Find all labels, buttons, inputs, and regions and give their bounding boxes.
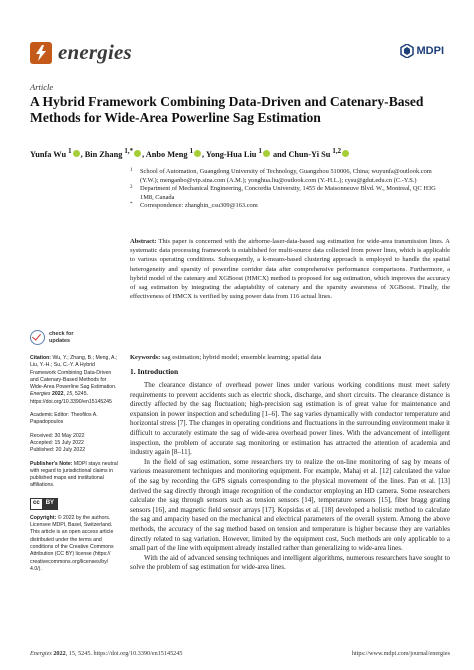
affiliation-text: School of Automation, Guangdong University of Technology, Guangzhou 510006, China; wuyunfa@outlook.com (Y.W.); menganbo@vip.sina.com (A.M.); yonghua.liu@outlook.com (Y.-H.L.); cysu@gdut.edu.cn (C.-Y.S.) xyxy=(140,168,432,184)
abstract-text: This paper is concerned with the airborne-laser-data-based sag estimation for wide-area transmission lines. A systematic data processing framework is established for multi-source data collected from power lines, which is applicable to various operating conditions. Subsequently, a k-means-based clustering approach is employed to handle the spatial heterogeneity and sparsity of powerline corridor data after comprehensive performance comparisons. Furthermore, a hybrid model of the catenary and XGBoost (HMCX) method is proposed for sag estimation, which improves the accuracy of sag estimation by integrating the adaptability of catenary and the sparsity awareness of XGBoost. Finally, the effectiveness of HMCX is verified by using power data from 116 actual lines. xyxy=(130,238,450,301)
check-updates-label: check for updates xyxy=(49,331,74,344)
orcid-icon[interactable] xyxy=(73,150,80,157)
affiliation-item xyxy=(130,185,450,202)
energies-logo-icon xyxy=(30,42,52,64)
affiliations xyxy=(130,168,450,211)
author-affiliation-mark: 1 xyxy=(258,148,262,155)
journal-logo[interactable] xyxy=(30,40,132,65)
citation-year: 2022 xyxy=(51,391,64,398)
journal-name: energies xyxy=(58,40,132,64)
cc-icon: cc xyxy=(31,499,43,509)
body-paragraph: In the field of sag estimation, some researchers try to realize the on-line monitoring of sag by means of various measurement techniques and monitoring equipment. For example, Mahaj et al. [12] calculated the value of the sag by recording the GPS signals corresponding to the physical movement of the lines. Pan et al. [13] derived the sag directly through image recognition of the conductor employing an HD camera. Some researchers calculate the sag through sensors such as tension sensors [14], temperature sensors [15], fiber bragg grating sensors [16], and magnetic field sensor arrays [17]. Kopsidas et al. [18] developed a holistic method to calculate the sag and ampacity based on the mechanical and electrical parameters of the overall system. Among the above methods, the accuracy of the sag method based on tension and temperature is higher because they are variables directly related to sag variation. However, limited by the equipment cost, Such methods are only applicable to a small part of the line with equipment already installed rather than generalizing to wide-area lines. xyxy=(130,457,450,553)
accepted-date: Accepted: 15 July 2022 xyxy=(30,439,84,446)
copyright-label: Copyright: xyxy=(30,514,57,521)
author-affiliation-mark: 1 xyxy=(189,148,194,155)
footer-journal-url[interactable]: https://www.mdpi.com/journal/energies xyxy=(351,650,450,657)
published-date: Published: 20 July 2022 xyxy=(30,447,86,454)
orcid-icon[interactable] xyxy=(194,150,201,157)
citation-block: Citation: Wu, Y.; Zhang, B.; Meng, A.; Liu, Y.-H.; Su, C.-Y. A Hybrid Framework Combining Data-Driven and Catenary-Based Methods for Wide-Area Powerline Sag Estimation. Energies 2022, 15, 5245. https://doi.org/10.3390/en15145245 xyxy=(30,355,118,405)
article-sidebar xyxy=(30,330,118,579)
author-affiliation-mark: 1,2 xyxy=(332,148,342,155)
publisher-name: MDPI xyxy=(416,45,444,57)
author-name[interactable]: Yong-Hua Liu xyxy=(205,149,257,159)
body-paragraph: The clearance distance of overhead power lines under various working conditions must meet safety requirements to prevent accidents such as electric shock, discharge, and short circuits. The clearance distance is directly affected by the sag fluctuation; high-precision sag estimation is of great value for maintenance and expansion in power inspection and scheduling [1–6]. The sag varies dynamically with conductor temperature and horizontal stress [7]. The changes in operating conditions and fluctuations in the surrounding environment make it difficult to accurately estimate the sag of wide-area overhead power lines. With the advancement of intelligent inspection, the problem of accurate sag monitoring or estimation has attracted the attention of academia and industry again [8–11]. xyxy=(130,381,450,457)
copyright-block xyxy=(30,515,118,573)
section-heading: 1. Introduction xyxy=(130,367,179,376)
check-updates-icon xyxy=(30,330,45,345)
affiliation-text: Correspondence: zhangbin_csu309@163.com xyxy=(140,202,258,210)
orcid-icon[interactable] xyxy=(263,150,270,157)
affiliation-mark: * xyxy=(130,202,133,208)
keywords-text: sag estimation; hybrid model; ensemble learning; spatial data xyxy=(161,354,322,361)
citation-label: Citation: xyxy=(30,355,52,361)
affiliation-item xyxy=(130,168,450,185)
author-name[interactable]: Yunfa Wu xyxy=(30,149,67,159)
mdpi-logo-icon xyxy=(400,44,414,58)
footer-doi[interactable]: , 15, 5245. https://doi.org/10.3390/en15145245 xyxy=(65,650,183,657)
copyright-text: © 2022 by the authors. Licensee MDPI, Basel, Switzerland. This article is an open access article distributed under the terms and conditions of the Creative Commons Attribution (CC BY) license (https:// creativecommons.org/licenses/by/ 4.0/). xyxy=(30,514,114,572)
author-name[interactable]: Chun-Yi Su xyxy=(288,149,331,159)
body-text xyxy=(130,381,450,573)
by-icon: BY xyxy=(43,499,57,509)
affiliation-item xyxy=(130,202,450,211)
page-footer xyxy=(30,650,450,657)
footer-citation xyxy=(30,650,182,657)
affiliation-mark: 1 xyxy=(130,168,133,173)
affiliation-text: Department of Mechanical Engineering, Concordia University, 1455 de Maisonneuve Blvd. W., Montreal, QC H3G 1M8, Canada xyxy=(140,185,436,201)
abstract xyxy=(130,237,450,301)
publisher-note-text: MDPI stays neutral with regard to jurisdictional claims in published maps and institutional affiliations. xyxy=(30,460,118,489)
footer-year: 2022 xyxy=(53,650,66,657)
keywords-label: Keywords: xyxy=(130,354,161,361)
body-paragraph: With the aid of advanced sensing techniques and intelligent algorithms, numerous researchers have sought to solve the problem of sag estimation for wide-area lines. xyxy=(130,553,450,572)
orcid-icon[interactable] xyxy=(134,150,141,157)
cc-by-license-badge[interactable] xyxy=(30,498,58,510)
footer-journal: Energies xyxy=(30,650,52,657)
editor-label: Academic Editor: xyxy=(30,412,70,419)
orcid-icon[interactable] xyxy=(342,150,349,157)
article-type: Article xyxy=(30,82,54,92)
author-affiliation-mark: 1,* xyxy=(124,148,134,155)
citation-doi[interactable]: , 5245. https://doi.org/10.3390/en15145245 xyxy=(30,391,112,405)
author-name[interactable]: Bin Zhang xyxy=(84,149,123,159)
publisher-note-label: Publisher's Note: xyxy=(30,460,73,467)
citation-volume: 15 xyxy=(66,391,73,398)
editor-block xyxy=(30,412,118,427)
citation-text: Wu, Y.; Zhang, B.; Meng, A.; Liu, Y.-H.; Su, C.-Y. A Hybrid Framework Combining Data-Driven and Catenary-Based Methods for Wide-Area Powerline Sag Estimation. xyxy=(30,355,118,391)
author-name[interactable]: Anbo Meng xyxy=(145,149,188,159)
dates-block xyxy=(30,433,118,455)
abstract-label: Abstract: xyxy=(130,238,157,245)
author-list: Yunfa Wu $^1$ , Bin Zhang $^{1,*}$ , Anbo Meng $^1$ , Yong-Hua Liu $^1$ and Chun-Yi Su $^{1,2}$ xyxy=(30,148,450,159)
article-title: A Hybrid Framework Combining Data-Driven and Catenary-Based Methods for Wide-Area Powerline Sag Estimation xyxy=(30,94,424,125)
citation-journal: Energies xyxy=(30,391,51,398)
publisher-note xyxy=(30,461,118,490)
received-date: Received: 30 May 2022 xyxy=(30,432,85,439)
author-affiliation-mark: 1 xyxy=(68,148,72,155)
check-for-updates-button[interactable] xyxy=(30,330,118,345)
editor-name: Theofilos A. Papadopoulos xyxy=(30,412,98,426)
affiliation-mark: 2 xyxy=(130,185,133,191)
publisher-logo[interactable] xyxy=(400,44,445,58)
keywords xyxy=(130,353,450,362)
